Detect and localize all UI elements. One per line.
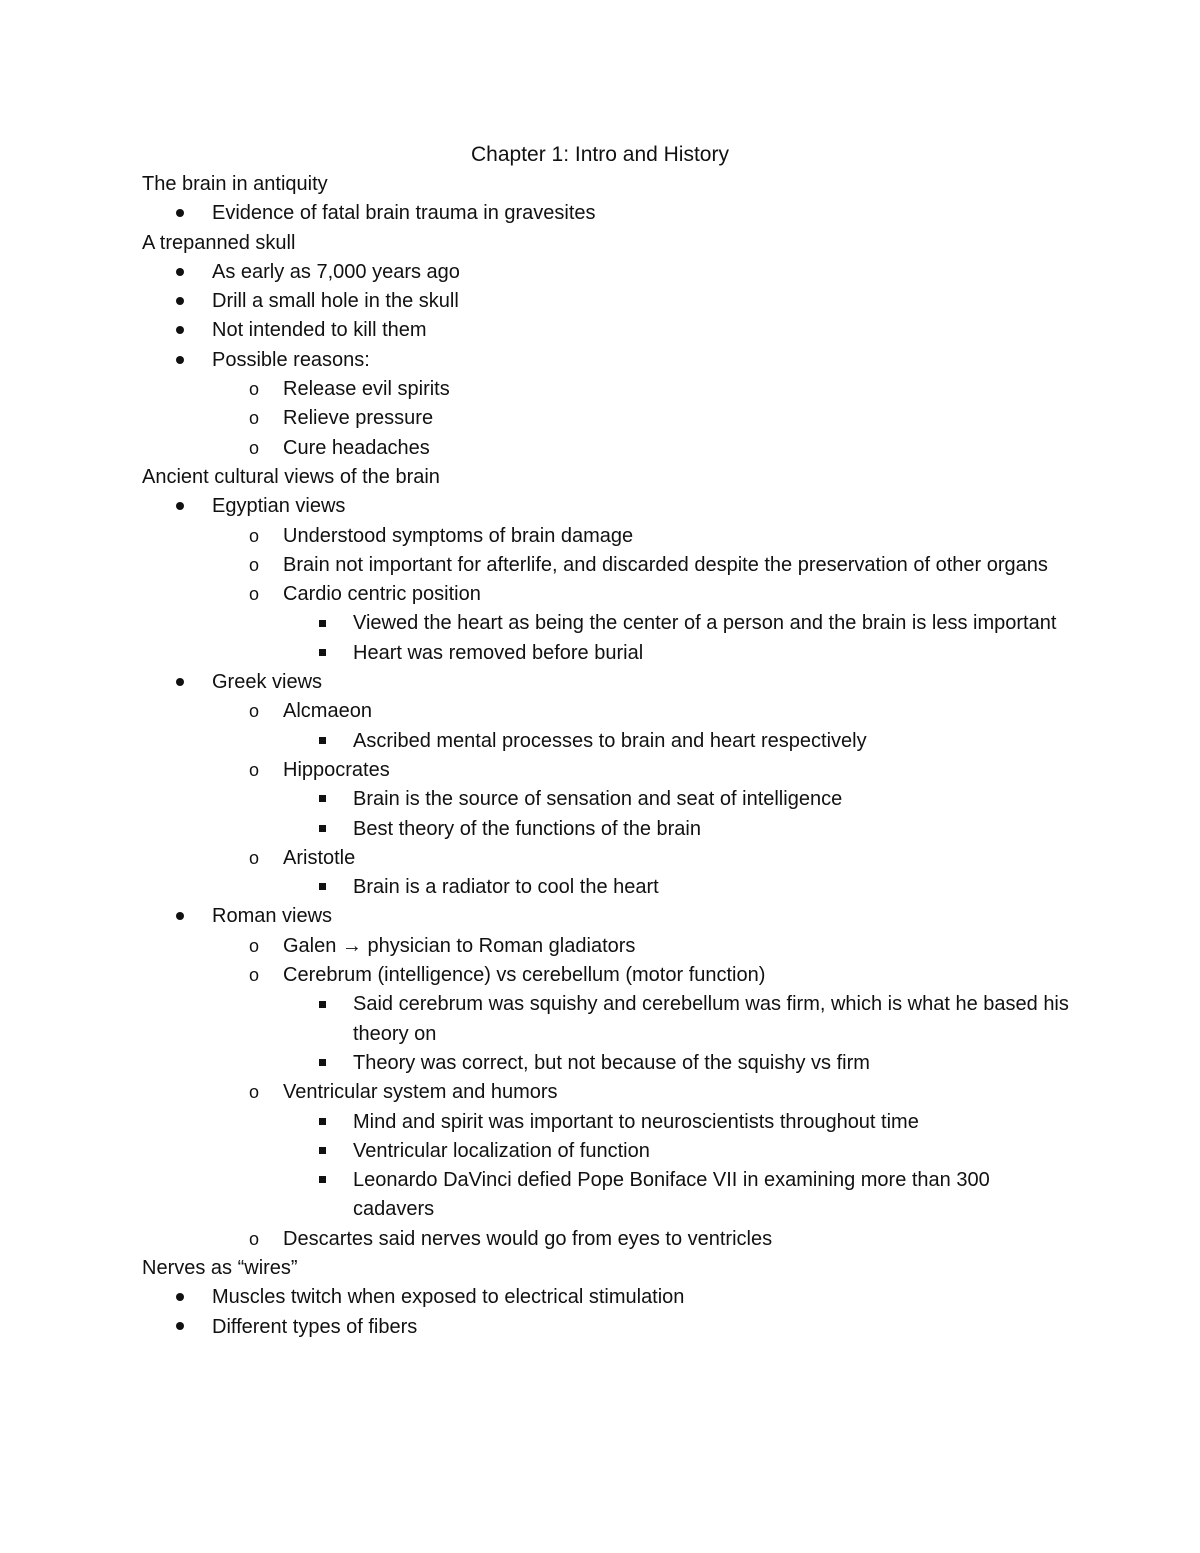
bullet-dot-icon	[168, 668, 192, 697]
list-item	[142, 961, 1072, 990]
line-text: Egyptian views	[212, 495, 346, 518]
bullet-dot-icon	[168, 199, 192, 228]
line-text: Cardio centric position	[283, 583, 481, 606]
line-text: Greek views	[212, 671, 323, 694]
bullet-square-icon	[310, 727, 334, 756]
bullet-square-icon	[310, 609, 334, 638]
line-text: Understood symptoms of brain damage	[283, 524, 634, 547]
line-text: The brain in antiquity	[142, 173, 328, 195]
list-item	[142, 785, 1072, 814]
list-item	[142, 1049, 1072, 1078]
line-text: Cure headaches	[283, 436, 430, 459]
line-text: Mind and spirit was important to neuroscientists throughout time	[353, 1110, 919, 1133]
bullet-dot-icon	[168, 287, 192, 316]
line-text: Galen → physician to Roman gladiators	[283, 934, 636, 957]
bullet-square-icon	[310, 815, 334, 844]
list-item	[142, 1108, 1072, 1137]
bullet-square-icon	[310, 1108, 334, 1137]
list-item	[142, 756, 1072, 785]
bullet-circle-icon: o	[248, 701, 259, 722]
bullet-square-icon	[310, 639, 334, 668]
bullet-dot-icon	[168, 492, 192, 521]
line-text: Brain is a radiator to cool the heart	[353, 876, 659, 899]
list-item	[142, 990, 1072, 1049]
list-item	[142, 873, 1072, 902]
line-text: Best theory of the functions of the brain	[353, 817, 701, 840]
line-text: Evidence of fatal brain trauma in gravesites	[212, 202, 596, 225]
list-item	[142, 492, 1072, 521]
list-item	[142, 316, 1072, 345]
list-item	[142, 639, 1072, 668]
list-item	[142, 375, 1072, 404]
line-text: Said cerebrum was squishy and cerebellum was firm, which is what he based his theory on	[353, 993, 1069, 1045]
section-heading	[142, 229, 1072, 258]
line-text: Brain is the source of sensation and seat of intelligence	[353, 788, 843, 811]
list-item	[142, 815, 1072, 844]
list-item	[142, 1313, 1072, 1342]
bullet-square-icon	[310, 1166, 334, 1195]
list-item	[142, 522, 1072, 551]
list-item	[142, 668, 1072, 697]
line-text: Descartes said nerves would go from eyes to ventricles	[283, 1227, 773, 1250]
line-text: Theory was correct, but not because of the squishy vs firm	[353, 1051, 870, 1074]
bullet-dot-icon	[168, 346, 192, 375]
list-item	[142, 844, 1072, 873]
line-text: Relieve pressure	[283, 407, 434, 430]
line-text: Ancient cultural views of the brain	[142, 465, 440, 488]
list-item	[142, 1137, 1072, 1166]
line-text: Heart was removed before burial	[353, 641, 644, 664]
section-heading	[142, 170, 1072, 199]
bullet-circle-icon: o	[248, 965, 259, 986]
line-text: Aristotle	[283, 846, 356, 869]
line-text: Roman views	[212, 905, 333, 928]
list-item	[142, 551, 1072, 580]
line-text: Leonardo DaVinci defied Pope Boniface VII in examining more than 300 cadavers	[353, 1169, 990, 1221]
line-text: A trepanned skull	[142, 231, 296, 254]
list-item	[142, 932, 1072, 961]
bullet-circle-icon: o	[248, 437, 259, 458]
list-item	[142, 727, 1072, 756]
list-item	[142, 580, 1072, 609]
line-text: Drill a small hole in the skull	[212, 290, 459, 313]
bullet-circle-icon: o	[248, 1228, 259, 1249]
bullet-square-icon	[310, 873, 334, 902]
bullet-dot-icon	[168, 902, 192, 931]
line-text: Nerves as “wires”	[142, 1256, 298, 1279]
line-text: Alcmaeon	[283, 700, 372, 723]
bullet-dot-icon	[168, 1313, 192, 1342]
bullet-square-icon	[310, 1137, 334, 1166]
line-text: Muscles twitch when exposed to electrical stimulation	[212, 1286, 685, 1309]
line-text: Ascribed mental processes to brain and heart respectively	[353, 729, 867, 752]
bullet-circle-icon: o	[248, 525, 259, 546]
list-item	[142, 404, 1072, 433]
bullet-dot-icon	[168, 1283, 192, 1312]
notes-outline	[142, 170, 1072, 1342]
bullet-square-icon	[310, 990, 334, 1019]
bullet-circle-icon: o	[248, 379, 259, 400]
line-text: Hippocrates	[283, 758, 390, 781]
list-item	[142, 1166, 1072, 1225]
list-item	[142, 346, 1072, 375]
bullet-circle-icon: o	[248, 1082, 259, 1103]
list-item	[142, 1225, 1072, 1254]
line-text: Ventricular localization of function	[353, 1139, 650, 1162]
list-item	[142, 258, 1072, 287]
line-text: Possible reasons:	[212, 348, 370, 371]
list-item	[142, 434, 1072, 463]
bullet-circle-icon: o	[248, 847, 259, 868]
bullet-square-icon	[310, 785, 334, 814]
bullet-circle-icon: o	[248, 584, 259, 605]
line-text: Release evil spirits	[283, 378, 450, 401]
line-text: Viewed the heart as being the center of a person and the brain is less important	[353, 612, 1057, 635]
bullet-circle-icon: o	[248, 759, 259, 780]
bullet-dot-icon	[168, 258, 192, 287]
bullet-dot-icon	[168, 316, 192, 345]
line-text: Different types of fibers	[212, 1315, 418, 1338]
line-text: As early as 7,000 years ago	[212, 260, 460, 283]
line-text: Ventricular system and humors	[283, 1081, 558, 1104]
list-item	[142, 697, 1072, 726]
list-item	[142, 287, 1072, 316]
bullet-circle-icon: o	[248, 935, 259, 956]
section-heading	[142, 1254, 1072, 1283]
list-item	[142, 1283, 1072, 1312]
section-heading	[142, 463, 1072, 492]
line-text: Not intended to kill them	[212, 319, 427, 342]
list-item	[142, 199, 1072, 228]
page-title: Chapter 1: Intro and History	[471, 143, 729, 166]
bullet-circle-icon: o	[248, 554, 259, 575]
bullet-square-icon	[310, 1049, 334, 1078]
list-item	[142, 1078, 1072, 1107]
line-text: Brain not important for afterlife, and discarded despite the preservation of other organs	[283, 553, 1048, 576]
list-item	[142, 609, 1072, 638]
line-text: Cerebrum (intelligence) vs cerebellum (motor function)	[283, 964, 766, 987]
list-item	[142, 902, 1072, 931]
bullet-circle-icon: o	[248, 408, 259, 429]
